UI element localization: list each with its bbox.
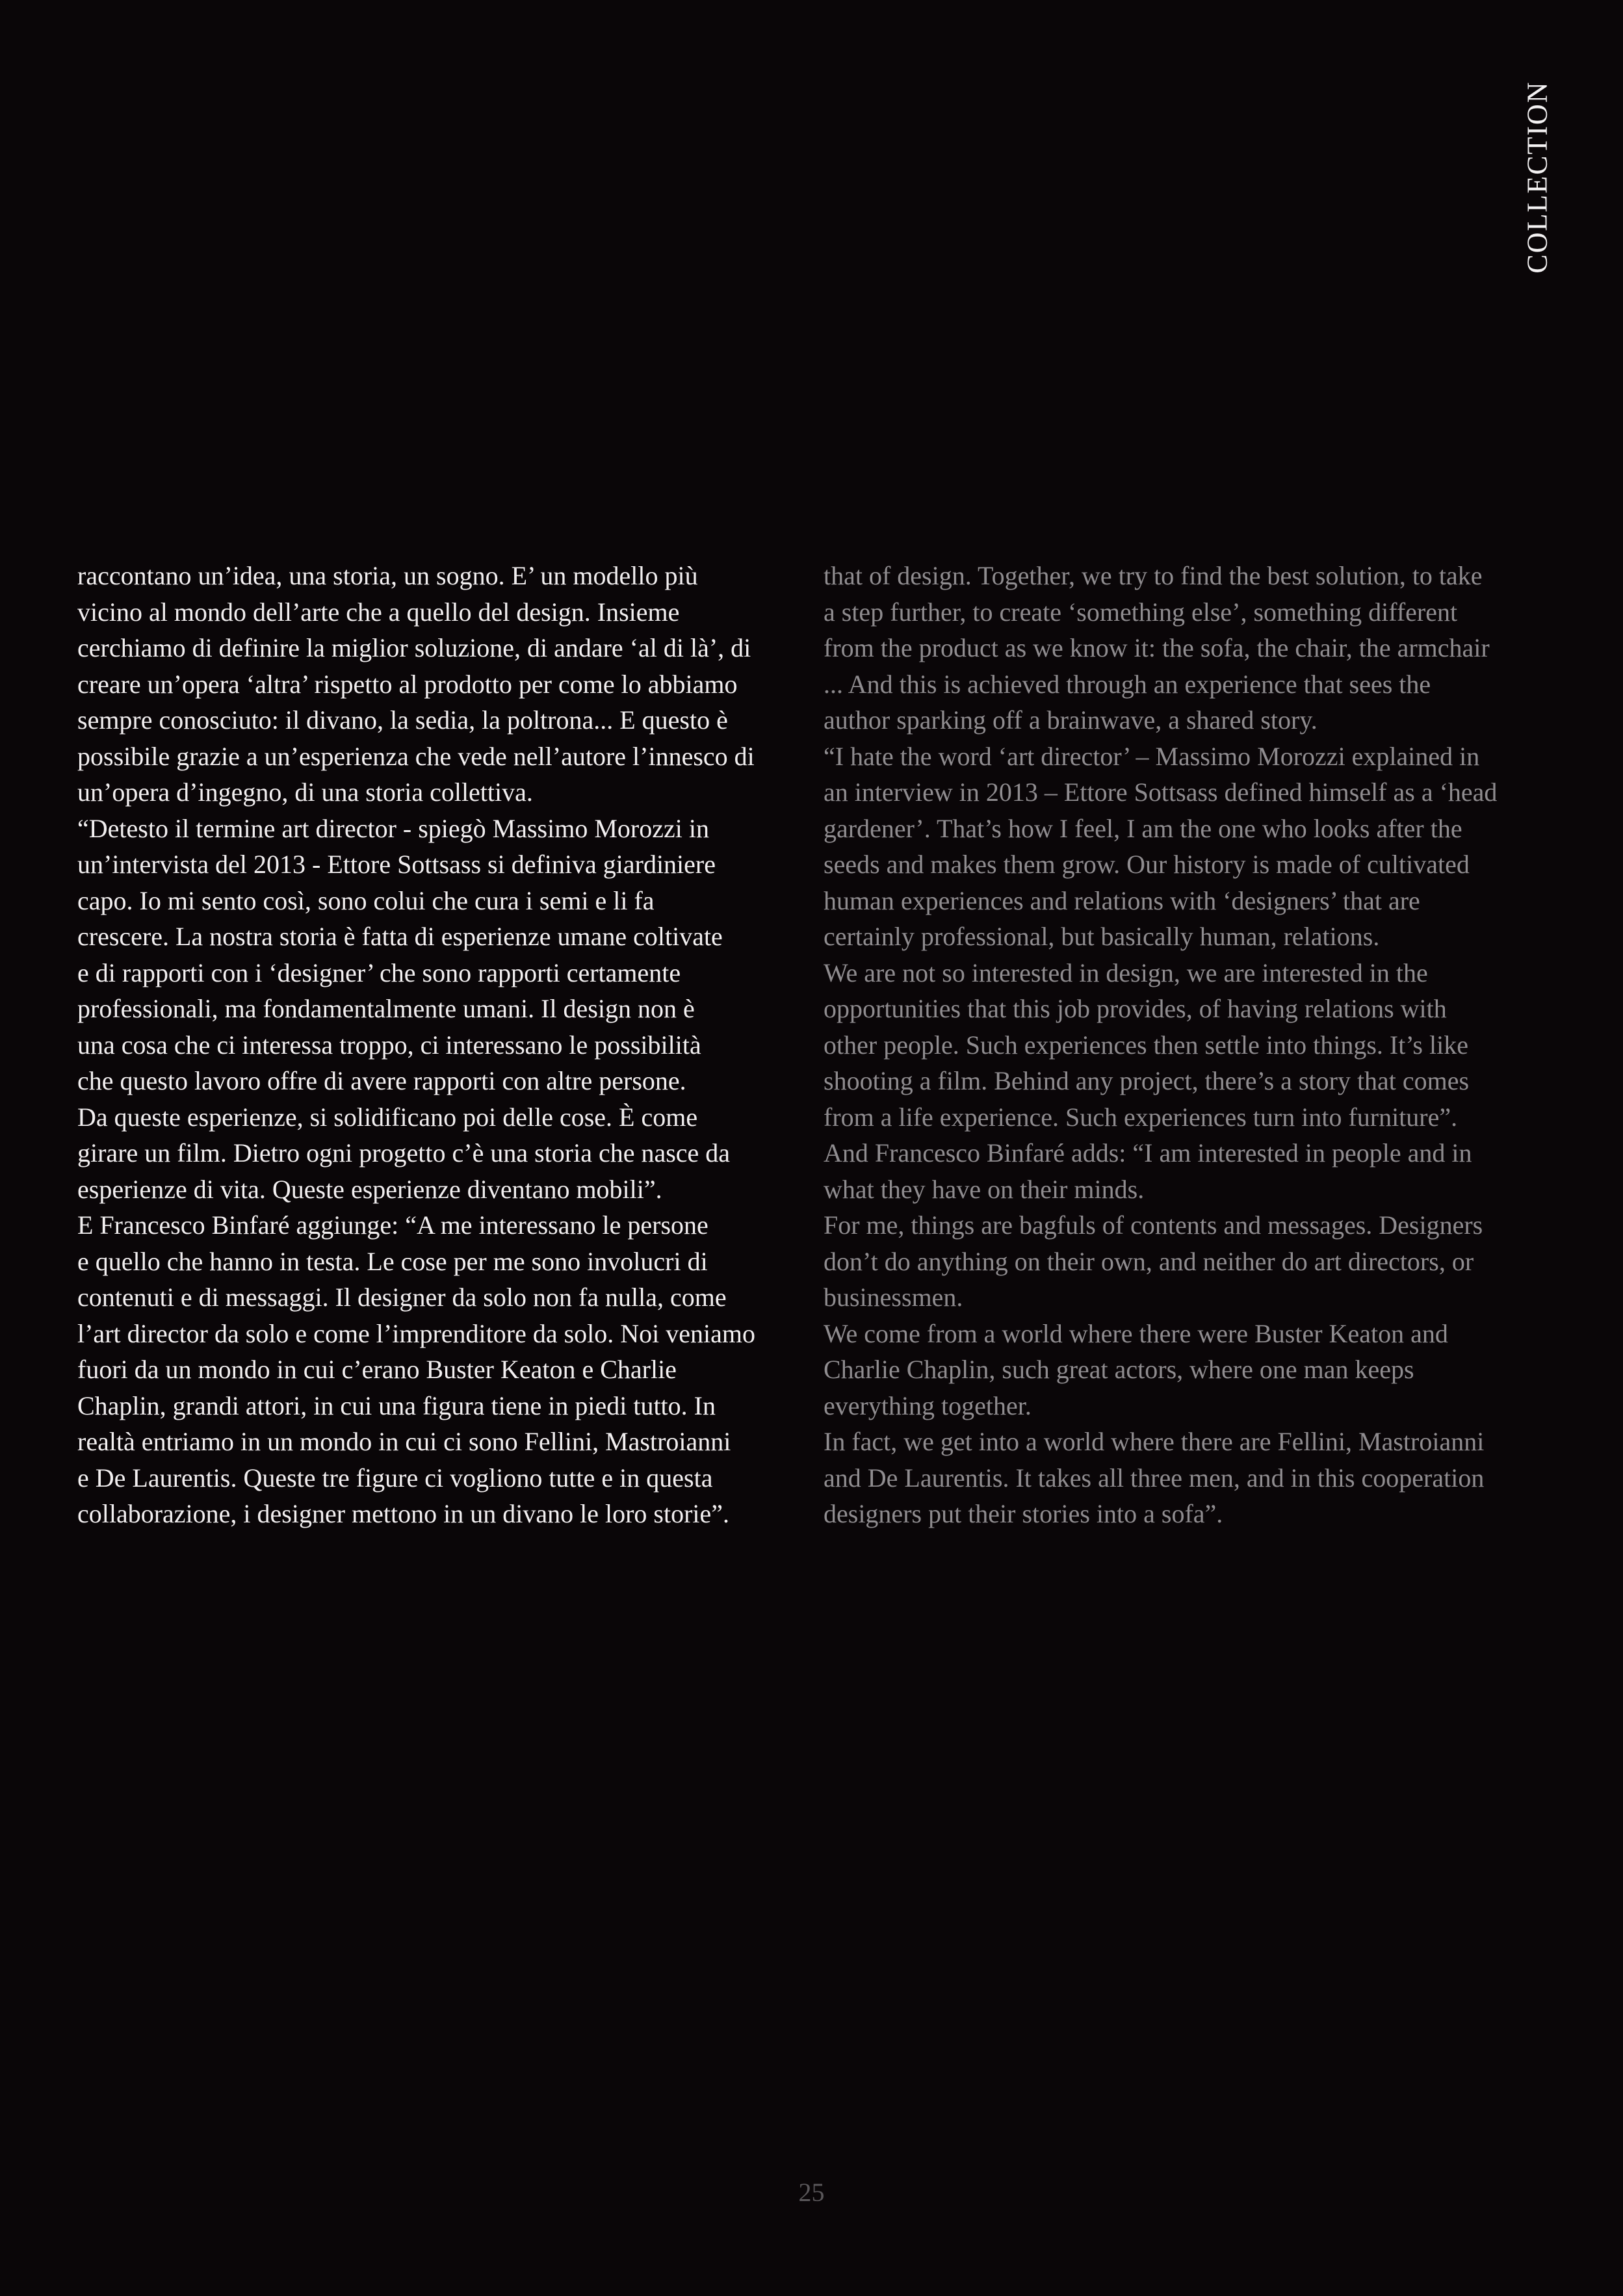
english-text-line: And Francesco Binfaré adds: “I am interested in people and in	[824, 1138, 1472, 1168]
italian-text-line: “Detesto il termine art director - spiegò Massimo Morozzi in	[77, 813, 709, 843]
italian-text-line: realtà entriamo in un mondo in cui ci sono Fellini, Mastroianni	[77, 1427, 731, 1456]
english-text-column	[824, 558, 1552, 1532]
english-text-line: seeds and makes them grow. Our history is made of cultivated	[824, 850, 1470, 879]
english-text-line: We are not so interested in design, we are interested in the	[824, 958, 1428, 987]
english-text-line: businessmen.	[824, 1283, 963, 1312]
italian-text-line: E Francesco Binfaré aggiunge: “A me interessano le persone	[77, 1210, 708, 1240]
italian-text-line: Da queste esperienze, si solidificano poi delle cose. È come	[77, 1102, 698, 1132]
english-text-line: “I hate the word ‘art director’ – Massimo Morozzi explained in	[824, 741, 1480, 771]
english-text-line: a step further, to create ‘something else’, something different	[824, 597, 1458, 627]
english-text-line: Charlie Chaplin, such great actors, where one man keeps	[824, 1355, 1414, 1384]
italian-text-line: una cosa che ci interessa troppo, ci interessano le possibilità	[77, 1030, 701, 1060]
english-text-line: everything together.	[824, 1390, 1032, 1420]
italian-text-line: capo. Io mi sento così, sono colui che cura i semi e li fa	[77, 885, 655, 915]
english-text-line: from a life experience. Such experiences turn into furniture”.	[824, 1102, 1458, 1132]
english-text-line: certainly professional, but basically human, relations.	[824, 922, 1380, 951]
italian-text-line: vicino al mondo dell’arte che a quello del design. Insieme	[77, 597, 680, 627]
italian-text-line: raccontano un’idea, una storia, un sogno. E’ un modello più	[77, 561, 698, 590]
italian-text-line: un’intervista del 2013 - Ettore Sottsass si definiva giardiniere	[77, 850, 716, 879]
italian-text-line: fuori da un mondo in cui c’erano Buster Keaton e Charlie	[77, 1355, 677, 1384]
italian-text-line: creare un’opera ‘altra’ rispetto al prodotto per come lo abbiamo	[77, 669, 738, 699]
english-text-line: ... And this is achieved through an experience that sees the	[824, 669, 1431, 699]
english-text-line: what they have on their minds.	[824, 1174, 1145, 1204]
english-text-line: other people. Such experiences then settle into things. It’s like	[824, 1030, 1468, 1060]
english-text-line: We come from a world where there were Buster Keaton and	[824, 1318, 1448, 1348]
italian-text-line: e di rapporti con i ‘designer’ che sono rapporti certamente	[77, 958, 681, 987]
english-text-line: In fact, we get into a world where there are Fellini, Mastroianni	[824, 1427, 1485, 1456]
italian-text-line: sempre conosciuto: il divano, la sedia, la poltrona... E questo è	[77, 705, 728, 735]
english-text-line: designers put their stories into a sofa”.	[824, 1499, 1223, 1528]
page-number: 25	[798, 2178, 825, 2207]
italian-text-line: professionali, ma fondamentalmente umani. Il design non è	[77, 994, 695, 1023]
english-text-line: For me, things are bagfuls of contents and messages. Designers	[824, 1210, 1483, 1240]
italian-text-line: l’art director da solo e come l’imprenditore da solo. Noi veniamo	[77, 1318, 756, 1348]
italian-text-line: Chaplin, grandi attori, in cui una figura tiene in piedi tutto. In	[77, 1390, 716, 1420]
italian-text-line: che questo lavoro offre di avere rapporti con altre persone.	[77, 1066, 686, 1095]
italian-text-line: cerchiamo di definire la miglior soluzione, di andare ‘al di là’, di	[77, 633, 751, 662]
italian-text-line: collaborazione, i designer mettono in un divano le loro storie”.	[77, 1499, 730, 1528]
english-text-line: gardener’. That’s how I feel, I am the one who looks after the	[824, 813, 1462, 843]
english-text-line: shooting a film. Behind any project, there’s a story that comes	[824, 1066, 1470, 1095]
italian-text-line: e quello che hanno in testa. Le cose per me sono involucri di	[77, 1246, 708, 1276]
italian-text-line: crescere. La nostra storia è fatta di esperienze umane coltivate	[77, 922, 723, 951]
english-text-line: from the product as we know it: the sofa, the chair, the armchair	[824, 633, 1490, 662]
english-text-line: don’t do anything on their own, and neither do art directors, or	[824, 1246, 1474, 1276]
italian-text-line: contenuti e di messaggi. Il designer da solo non fa nulla, come	[77, 1283, 727, 1312]
italian-text-line: esperienze di vita. Queste esperienze diventano mobili”.	[77, 1174, 662, 1204]
italian-text-line: possibile grazie a un’esperienza che vede nell’autore l’innesco di	[77, 741, 755, 771]
italian-text-line: e De Laurentis. Queste tre figure ci vogliono tutte e in questa	[77, 1463, 713, 1493]
english-text-line: author sparking off a brainwave, a shared story.	[824, 705, 1318, 735]
english-text-line: opportunities that this job provides, of having relations with	[824, 994, 1447, 1023]
english-text-line: human experiences and relations with ‘designers’ that are	[824, 885, 1420, 915]
english-text-line: that of design. Together, we try to find the best solution, to take	[824, 561, 1483, 590]
italian-text-line: girare un film. Dietro ogni progetto c’è una storia che nasce da	[77, 1138, 731, 1168]
italian-text-line: un’opera d’ingegno, di una storia collettiva.	[77, 777, 533, 807]
english-text-line: an interview in 2013 – Ettore Sottsass defined himself as a ‘head	[824, 777, 1498, 807]
section-label-collection	[1518, 79, 1557, 274]
section-label-text: COLLECTION	[1521, 80, 1553, 274]
english-text-line: and De Laurentis. It takes all three men, and in this cooperation	[824, 1463, 1485, 1493]
italian-text-column	[77, 558, 805, 1532]
